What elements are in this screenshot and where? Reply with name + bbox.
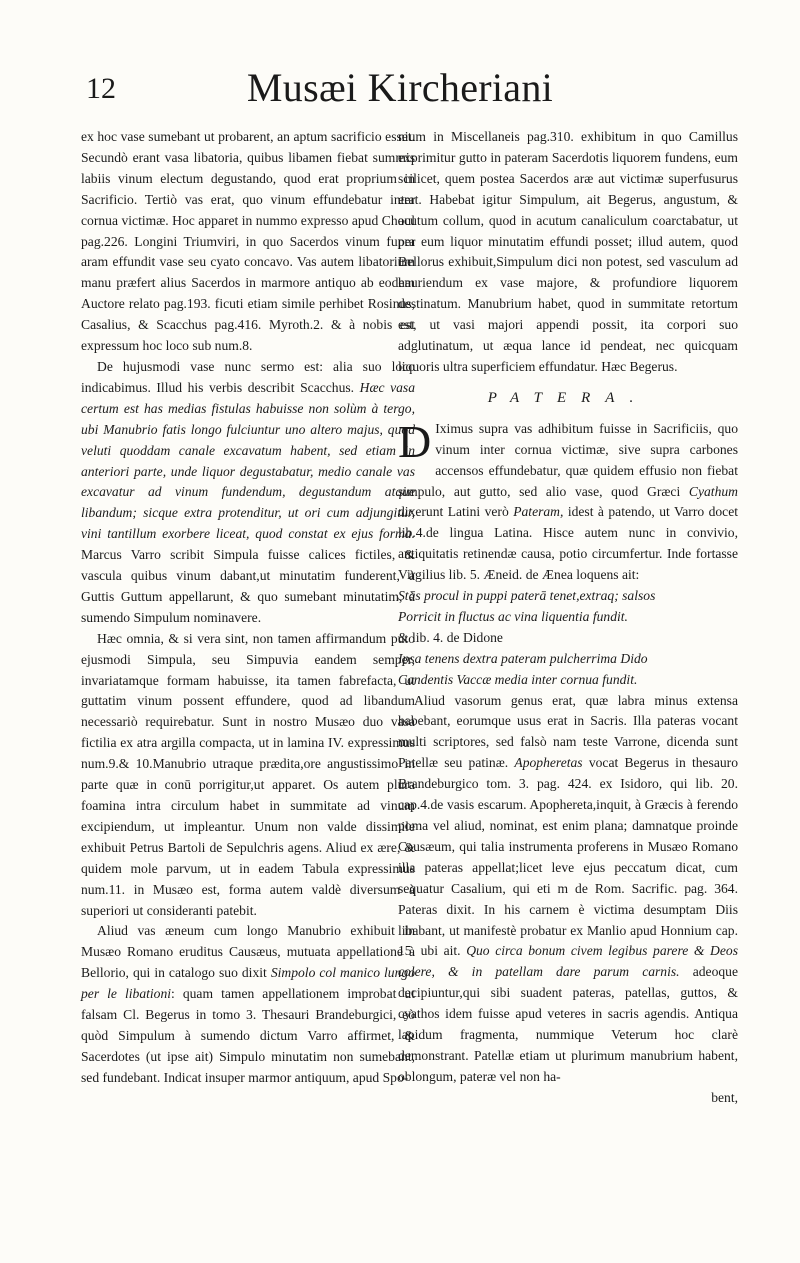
text-run: Marcus Varro scribit Simpula fuisse calices fictiles, & vascula quibus vinum dabant,ut minutatim funderent, à Guttis Guttum appellarunt, & quo sumebant minutatim, à sumendo Simpulum nominavere. [81,547,415,625]
paragraph: & lib. 4. de Didone [398,629,503,645]
section-heading: PATERA. [487,389,649,406]
term-italic: Pateram, [513,504,564,520]
text-run: Iximus supra vas adhibitum fuisse in Sacrificiis, quo vinum inter cornua victimæ, sive supra carbones accensos effundebatur, quæ quidem effusio non fiebat simpulo, aut gutto, sed alio vase, quod Græci [398,420,738,499]
verse-line: Stās procul in puppi paterā tenet,extraq; salsos [398,588,656,604]
paragraph: Hæc omnia, & si vera sint, non tamen affirmandum puto ejusmodi Simpula, seu Simpuvia eandem semper, invariatamque formam habuisse, ita tamen fabrefacta, ut guttatim vinum possent effundere, quod ad libandum necessariò requirebatur. Sunt in nostro Musæo duo vasa fictilia ex atra argilla compacta, ut in lamina IV. expressimus num.9.& 10.Manubrio utraque prædita,ore angustissimo in parte quæ in conū porrigitur,ut apparet. Os autem plura foamina intra circulum habet in summitate ad vinum excipiendum, ut impleantur. Unum non valde dissimile exhibuit Petrus Bartoli de Sepulchris agens. Aliud ex ære, & quidem mole parvum, ut in eadem Tabula expressimus num.11. in Musæo est, forma autem valdè diversum à superiori ut consideranti patebit. [81,630,415,918]
paragraph: ex hoc vase sumebant ut probarent, an aptum sacrificio esset. Secundò erant vasa libatoria, quibus libamen fiebat summis labiis vinum electum degustando, quod erat proprium in Sacrificio. Tertiò vas erat, quo vinum effundebatur inter cornua victimæ. Hoc apparet in nummo expresso apud Choul pag.226. Longini Triumviri, in quo Sacerdos vinum fupra aram effundit vase seu cyato concavo. Vas autem libatorium manu præfert alius Sacerdos in marmore antiquo ab eodem Auctore relato pag.193. ficuti etiam simile perhibet Rosinus, Casalius, & Scacchus pag.416. Myroth.2. & à nobis est expressum hoc loco sub num.8. [81,129,415,354]
text-run: vocat Begerus in thesauro Brandeburgico tom. 3. pag. 424. ex Isidoro, qui lib. 20. cap.4.de vasis escarum. Apophereta,inquit, à Græcis à ferendo poma vel aliud, nominat, est enim plana; damnatque proinde Causæum, qui talia instrumenta proferens in Musæo Romano illa pateras appellat;licet leve ejus peccatum dicat, cum sequatur Casalium, qui eti m de Rom. Sacrific. pag. 364. Pateras dixit. In his carnem è victima desumptam Diis libabant, ut manifestè probatur ex Manlio apud Honnium cap. 15. ubi ait. [398,755,738,959]
verse-line: Porricit in fluctus ac vina liquentia fundit. [398,608,628,624]
text-run: Aliud vasorum genus erat, quæ labra minus extensa habebant, eorumque usus erat in Sacris. Illa pateras vocant multi scriptores, sed falsò nam teste Varrone, dicenda sunt Patellæ seu patinæ. [398,692,738,771]
running-title: Musæi Kircheriani [246,65,554,110]
text-run: dixerunt Latini verò [398,504,509,520]
paragraph: nium in Miscellaneis pag.310. exhibitum in quo Camillus exprimitur gutto in pateram Sacerdotis liquorem fundens, eum scilicet, quem postea Sacerdos aræ aut victimæ superfusurus erat. Habebat igitur Simpulum, ait Begerus, angustum, & acutum collum, quod in acutum canaliculum coarctabatur, ut per eum liquor minutatim effundi posset; illud autem, quod Bellorus exhibuit,Simpulum dici non potest, sed vasculum ad hauriendum ex vase majore, & profundiore liquorem destinatum. Manubrium habet, quod in summitate retortum est, ut vasi majori appendi possit, ita corpori suo adglutinatum, ut æqua lance id pendeat, nec quicquam liquoris ultra superficiem effundatur. Hæc Begerus. [398,129,738,374]
text-run: adeoque decipiuntur,qui sibi suadent pateras, patellas, guttos, & cyathos idem fuisse apud veteres in sacris agendis. Antiqua lapidum fragmenta, nummique Veterum hoc clarè demonstrant. Patellæ etiam ut plurimum manubrium habent, oblongum, pateræ vel non ha- [398,964,738,1084]
text-run: Aliud vas æneum cum longo Manubrio exhibuit in Musæo Romano eruditus Causæus, mutuata appellatione à Bellorio, qui in catalogo suo dixit [81,923,415,981]
paragraph: bent, [711,1089,738,1105]
paragraph [398,415,739,586]
term-italic: Apopheretas [514,755,583,771]
verse-line: Candentis Vaccæ media inter cornua fundit. [398,671,638,687]
page-header [0,65,800,118]
paragraph [398,691,738,1088]
text-run: idest à patendo, ut Varro docet lib.4.de lingua Latina. Hisce autem nunc in convivio, antiquitatis retinendæ causa, potio circumfertur. Inde fortasse Virgilius lib. 5. Æneid. de Ænea loquens ait: [398,504,739,583]
right-column [398,127,738,1109]
page-number: 12 [86,72,116,105]
left-column [81,127,415,1089]
quotation-italic: Quo circa bonum civem legibus parere & Deos colere, & in patellam dare parum carnis. [398,943,738,980]
quotation-italic: Hæc vasa certum est has medias fistulas habuisse non solùm à tergo, ubi Manubrio fatis longo fulciuntur uno altero majus, quod veluti quoddam canale excavatum habent, sed etiam in anteriori parte, unde liquor degustabatur, medio canale vas excavatur ad vinum fundendum, degustandum atque libandum; sicque extra protenditur, ut ori cum adjungitur, vini tantillum exorbere liceat, quod constat ex ejus forma. [81,379,415,542]
term-italic: Cyathum [688,483,738,499]
quotation-italic: Simpolo col manico lungo per le libationi [81,965,415,1002]
drop-cap: D [398,415,432,467]
text-run: : quam tamen appellationem improbat ut falsam Cl. Begerus in tomo 3. Thesauri Brandeburgici, eò quòd Simpulum à sumendo dictum Varro affirmet, & Sacerdotes (ut ipse ait) Simpulo minutatim non sumebant, sed fundebant. Indicat insuper marmor antiquum, apud Spo- [81,986,415,1085]
text-run: De hujusmodi vase nunc sermo est: alia suo loco indicabimus. Illud his verbis describit Scacchus. [81,358,415,395]
paragraph [81,921,415,1088]
paragraph [81,357,415,629]
verse-line: Ipsa tenens dextra pateram pulcherrima Dido [398,650,648,666]
